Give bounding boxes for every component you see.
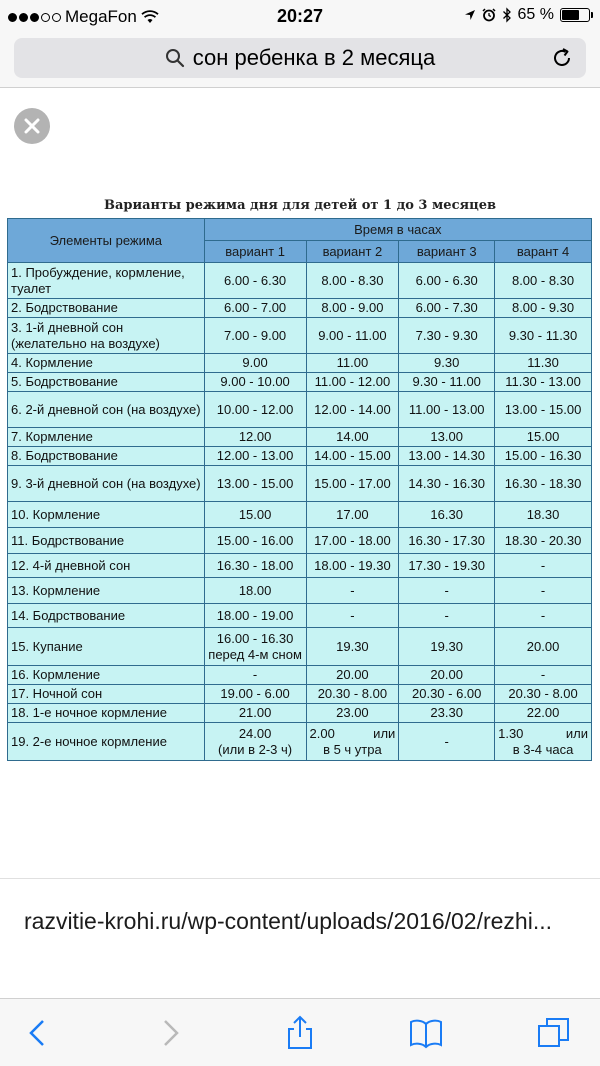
time-value: 12.00 - 14.00	[314, 401, 391, 417]
time-cell	[399, 604, 495, 628]
time-value: 11.00	[336, 355, 369, 370]
time-cell	[399, 502, 495, 528]
time-value: 21.00	[238, 705, 272, 720]
time-cell	[495, 299, 592, 318]
bottom-toolbar	[0, 998, 600, 1066]
time-value: 23.30	[430, 705, 463, 720]
time-value: 20.30 - 8.00	[317, 686, 388, 701]
time-value: 20.00	[526, 638, 560, 654]
time-cell	[306, 299, 399, 318]
time-value: 11.30	[527, 355, 559, 370]
time-cell	[204, 528, 306, 554]
time-value: 19.00 - 6.00	[220, 686, 290, 701]
battery-icon	[560, 8, 590, 22]
battery-percent: 65 %	[517, 6, 554, 23]
table-row	[8, 318, 592, 354]
table-row	[8, 685, 592, 704]
header-elements: Элементы режима	[8, 219, 205, 263]
forward-icon[interactable]	[152, 1015, 188, 1051]
time-value: -	[444, 582, 449, 598]
row-label: 4. Кормление	[8, 354, 205, 373]
row-label: 1. Пробуждение, кормление, туалет	[8, 263, 205, 299]
time-cell	[495, 466, 592, 502]
time-cell	[399, 528, 495, 554]
time-cell	[204, 578, 306, 604]
time-value: 9.30 - 11.30	[508, 327, 578, 343]
time-cell	[399, 447, 495, 466]
table-row	[8, 666, 592, 685]
address-bar[interactable]	[14, 38, 586, 78]
search-icon	[165, 48, 185, 68]
table-row	[8, 502, 592, 528]
time-value: 23.00	[336, 705, 369, 720]
location-arrow-icon	[464, 9, 476, 21]
time-cell	[204, 604, 306, 628]
time-value: -	[540, 582, 546, 598]
table-row	[8, 373, 592, 392]
time-value: -	[540, 607, 546, 623]
row-label: 3. 1-й дневной сон (желательно на воздухе)	[8, 318, 205, 354]
time-cell	[495, 666, 592, 685]
time-value: 9.00	[242, 355, 268, 370]
search-query: сон ребенка в 2 месяца	[192, 45, 436, 70]
time-value: 20.30 - 8.00	[508, 686, 578, 701]
time-value: 14.00 - 15.00	[314, 448, 391, 463]
time-cell	[399, 628, 495, 666]
time-value: 16.30	[430, 506, 463, 522]
time-cell	[204, 628, 306, 666]
time-value: -	[350, 582, 355, 598]
time-value: 19.30	[430, 638, 463, 654]
time-cell	[306, 578, 399, 604]
time-cell	[495, 554, 592, 578]
time-cell	[306, 685, 399, 704]
reload-icon[interactable]	[550, 46, 574, 70]
row-label: 8. Бодрствование	[8, 447, 205, 466]
time-value: 17.00 - 18.00	[314, 532, 391, 548]
time-cell	[495, 392, 592, 428]
tabs-icon[interactable]	[536, 1015, 572, 1051]
time-value: 15.00 - 16.30	[504, 448, 582, 463]
time-value: 16.30 - 18.00	[216, 557, 294, 573]
time-cell	[399, 578, 495, 604]
row-label: 13. Кормление	[8, 578, 205, 604]
time-value: 2.00 или	[309, 725, 396, 741]
time-value: 22.00	[526, 705, 560, 720]
time-cell	[495, 628, 592, 666]
row-label: 5. Бодрствование	[8, 373, 205, 392]
bluetooth-icon	[502, 7, 512, 23]
time-cell	[306, 263, 399, 299]
time-cell	[495, 604, 592, 628]
status-right	[464, 6, 590, 24]
time-cell	[204, 704, 306, 723]
time-value: 15.00	[238, 506, 272, 522]
table-row	[8, 578, 592, 604]
time-cell	[495, 704, 592, 723]
schedule-table-body	[8, 263, 592, 761]
time-cell	[399, 723, 495, 761]
time-value: 15.00	[526, 429, 560, 444]
header-variant-2: вариант 2	[306, 241, 399, 263]
table-row	[8, 392, 592, 428]
time-value: 19.30	[336, 638, 369, 654]
time-cell	[495, 428, 592, 447]
time-cell	[399, 466, 495, 502]
time-cell	[399, 666, 495, 685]
time-value: 13.00	[430, 429, 463, 444]
time-cell	[306, 428, 399, 447]
row-label: 9. 3-й дневной сон (на воздухе)	[8, 466, 205, 502]
address-bar-container	[0, 34, 600, 88]
time-cell	[399, 299, 495, 318]
time-cell	[495, 502, 592, 528]
time-value: 8.00 - 9.30	[511, 300, 575, 315]
time-value: 11.00 - 12.00	[314, 374, 391, 389]
share-icon[interactable]	[282, 1015, 318, 1051]
time-cell	[204, 428, 306, 447]
time-cell	[495, 685, 592, 704]
schedule-table	[7, 218, 592, 761]
time-cell	[399, 392, 495, 428]
time-value: 6.00 - 7.30	[415, 300, 478, 315]
carrier-name: MegaFon	[65, 7, 137, 26]
time-cell	[204, 447, 306, 466]
row-label: 18. 1-е ночное кормление	[8, 704, 205, 723]
time-value: 7.00 - 9.00	[224, 327, 287, 343]
time-value: 16.30 - 17.30	[408, 532, 486, 548]
row-label: 11. Бодрствование	[8, 528, 205, 554]
time-value: -	[444, 733, 449, 749]
time-value: 7.30 - 9.30	[415, 327, 478, 343]
time-cell	[204, 392, 306, 428]
row-label: 15. Купание	[8, 628, 205, 666]
time-value: 10.00 - 12.00	[216, 401, 294, 417]
time-cell	[495, 528, 592, 554]
time-value: 12.00 - 13.00	[216, 448, 294, 463]
time-value: -	[444, 607, 449, 623]
status-bar	[0, 0, 600, 34]
table-row	[8, 263, 592, 299]
time-cell	[495, 447, 592, 466]
time-cell	[495, 723, 592, 761]
time-cell	[204, 723, 306, 761]
time-value: 6.00 - 7.00	[224, 300, 287, 315]
time-value: 16.30 - 18.30	[504, 475, 582, 491]
time-cell	[204, 554, 306, 578]
row-label: 10. Кормление	[8, 502, 205, 528]
time-cell	[306, 528, 399, 554]
time-cell	[306, 318, 399, 354]
time-value: 9.00 - 11.00	[318, 327, 387, 343]
time-value: 15.00 - 17.00	[314, 475, 391, 491]
header-variant-1: вариант 1	[204, 241, 306, 263]
time-value: 17.30 - 19.30	[408, 557, 486, 573]
time-cell	[306, 604, 399, 628]
time-cell	[204, 299, 306, 318]
time-value: 8.00 - 9.00	[321, 300, 384, 315]
time-value: 15.00 - 16.00	[216, 532, 294, 548]
time-cell	[204, 502, 306, 528]
time-value: 6.00 - 6.30	[415, 272, 478, 288]
time-cell	[495, 318, 592, 354]
time-value: -	[252, 667, 258, 682]
time-value: 1.30 или	[498, 725, 588, 741]
bookmarks-icon[interactable]	[408, 1015, 444, 1051]
header-time: Время в часах	[204, 219, 591, 241]
header-variant-3: вариант 3	[399, 241, 495, 263]
time-value: 24.00	[238, 725, 272, 741]
time-value: 17.00	[336, 506, 369, 522]
time-value: 18.30	[526, 506, 560, 522]
time-note: (или в 2-3 ч)	[218, 741, 293, 757]
time-cell	[495, 373, 592, 392]
time-value: 14.00	[336, 429, 369, 444]
time-cell	[204, 318, 306, 354]
time-cell	[204, 373, 306, 392]
time-cell	[306, 554, 399, 578]
time-cell	[399, 354, 495, 373]
time-cell	[306, 502, 399, 528]
table-row	[8, 447, 592, 466]
time-cell	[204, 354, 306, 373]
time-cell	[204, 466, 306, 502]
table-row	[8, 466, 592, 502]
time-value: 9.30 - 11.00	[412, 374, 481, 389]
row-label: 17. Ночной сон	[8, 685, 205, 704]
time-value: 20.00	[430, 667, 463, 682]
time-cell	[399, 373, 495, 392]
time-cell	[399, 318, 495, 354]
table-row	[8, 628, 592, 666]
time-cell	[495, 263, 592, 299]
row-label: 7. Кормление	[8, 428, 205, 447]
time-value: 8.00 - 8.30	[321, 272, 384, 288]
close-icon	[23, 117, 41, 135]
time-value: 11.30 - 13.00	[505, 374, 581, 389]
time-value: 6.00 - 6.30	[224, 272, 287, 288]
time-value: 16.00 - 16.30	[216, 630, 294, 646]
row-label: 6. 2-й дневной сон (на воздухе)	[8, 392, 205, 428]
table-title: Варианты режима дня для детей от 1 до 3 месяцев	[103, 198, 496, 213]
time-value: -	[540, 557, 546, 573]
time-cell	[399, 263, 495, 299]
time-value: 20.00	[336, 667, 369, 682]
time-note: перед 4-м сном	[208, 646, 302, 662]
time-value: 13.00 - 15.00	[504, 401, 582, 417]
time-cell	[306, 723, 399, 761]
time-value: 13.00 - 14.30	[408, 448, 486, 463]
back-icon[interactable]	[20, 1015, 56, 1051]
time-cell	[306, 354, 399, 373]
time-cell	[204, 685, 306, 704]
row-label: 14. Бодрствование	[8, 604, 205, 628]
source-url[interactable]: razvitie-krohi.ru/wp-content/uploads/2016/02/rezhi...	[24, 908, 553, 934]
time-value: -	[350, 607, 355, 623]
alarm-icon	[482, 8, 496, 22]
time-cell	[306, 447, 399, 466]
time-cell	[306, 628, 399, 666]
time-value: -	[540, 667, 546, 682]
time-cell	[399, 428, 495, 447]
table-row	[8, 554, 592, 578]
time-cell	[399, 685, 495, 704]
time-cell	[495, 354, 592, 373]
time-value: 9.30	[434, 355, 460, 370]
time-cell	[306, 704, 399, 723]
time-value: 12.00	[238, 429, 272, 444]
time-cell	[306, 373, 399, 392]
header-variant-4: варант 4	[495, 241, 592, 263]
time-value: 14.30 - 16.30	[408, 475, 486, 491]
time-cell	[495, 578, 592, 604]
time-cell	[306, 666, 399, 685]
row-label: 2. Бодрствование	[8, 299, 205, 318]
table-row	[8, 528, 592, 554]
time-value: 9.00 - 10.00	[220, 374, 290, 389]
table-row	[8, 428, 592, 447]
row-label: 16. Кормление	[8, 666, 205, 685]
time-note: в 3-4 часа	[512, 741, 574, 757]
time-value: 11.00 - 13.00	[408, 401, 485, 417]
row-label: 12. 4-й дневной сон	[8, 554, 205, 578]
time-cell	[204, 263, 306, 299]
clock: 20:27	[276, 6, 324, 26]
close-image-button[interactable]	[14, 108, 50, 144]
time-value: 8.00 - 8.30	[511, 272, 575, 288]
time-cell	[306, 392, 399, 428]
time-value: 20.30 - 6.00	[412, 686, 482, 701]
row-label: 19. 2-е ночное кормление	[8, 723, 205, 761]
table-row	[8, 723, 592, 761]
time-cell	[306, 466, 399, 502]
battery-level-fill	[562, 10, 579, 20]
table-row	[8, 354, 592, 373]
table-row	[8, 704, 592, 723]
table-row	[8, 299, 592, 318]
time-value: 18.30 - 20.30	[504, 532, 582, 548]
time-value: 18.00	[238, 582, 272, 598]
time-cell	[399, 554, 495, 578]
table-row	[8, 604, 592, 628]
time-value: 18.00 - 19.30	[314, 557, 391, 573]
time-note: в 5 ч утра	[323, 741, 382, 757]
time-cell	[399, 704, 495, 723]
time-cell	[204, 666, 306, 685]
time-value: 18.00 - 19.00	[216, 607, 294, 623]
divider	[0, 878, 600, 879]
time-value: 13.00 - 15.00	[216, 475, 294, 491]
